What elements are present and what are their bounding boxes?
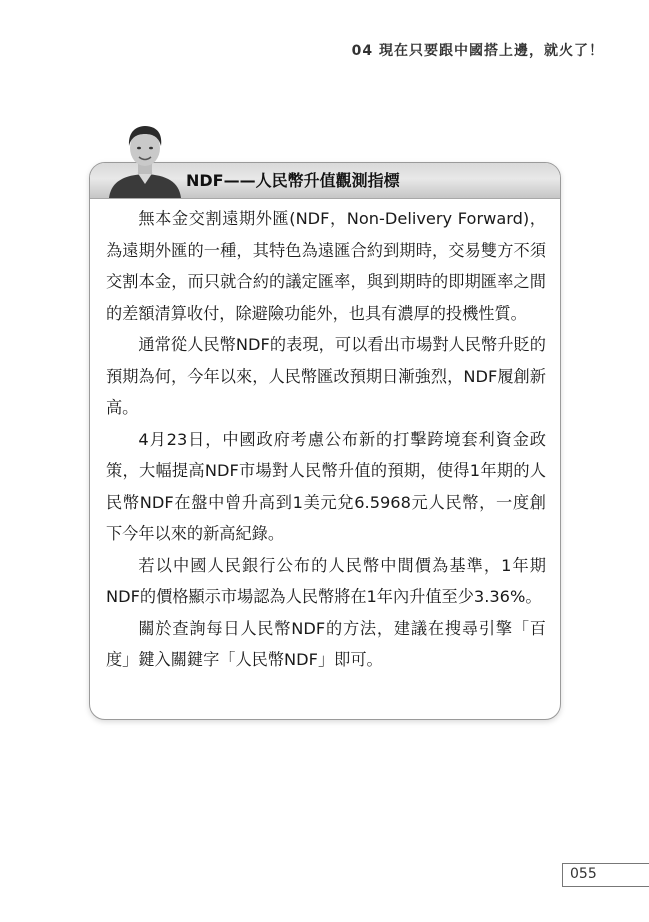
info-box	[89, 162, 561, 720]
paragraph: 4月23日，中國政府考慮公布新的打擊跨境套利資金政策，大幅提高NDF市場對人民幣升值的預期，使得1年期的人民幣NDF在盤中曾升高到1美元兌6.5968元人民幣，一度創下今年以來的新高紀錄。	[106, 429, 546, 543]
page-number: 055	[570, 866, 597, 882]
author-portrait	[105, 118, 185, 198]
paragraph: 若以中國人民銀行公布的人民幣中間價為基準，1年期NDF的價格顯示市場認為人民幣將在1年內升值至少3.36%。	[106, 555, 546, 606]
running-head: 04 現在只要跟中國搭上邊，就火了！	[351, 43, 604, 59]
info-box-body	[106, 203, 546, 676]
paragraph: 無本金交割遠期外匯(NDF，Non-Delivery Forward)，為遠期外匯的一種，其特色為遠匯合約到期時，交易雙方不須交割本金，而只就合約的議定匯率，與到期時的即期匯率之間的差額清算收付，除避險功能外，也具有濃厚的投機性質。	[106, 209, 546, 323]
paragraph: 關於查詢每日人民幣NDF的方法，建議在搜尋引擎「百度」鍵入關鍵字「人民幣NDF」即可。	[106, 618, 546, 669]
info-box-title: NDF——人民幣升值觀測指標	[186, 171, 400, 190]
paragraph: 通常從人民幣NDF的表現，可以看出市場對人民幣升貶的預期為何，今年以來，人民幣匯改預期日漸強烈，NDF履創新高。	[106, 335, 546, 417]
